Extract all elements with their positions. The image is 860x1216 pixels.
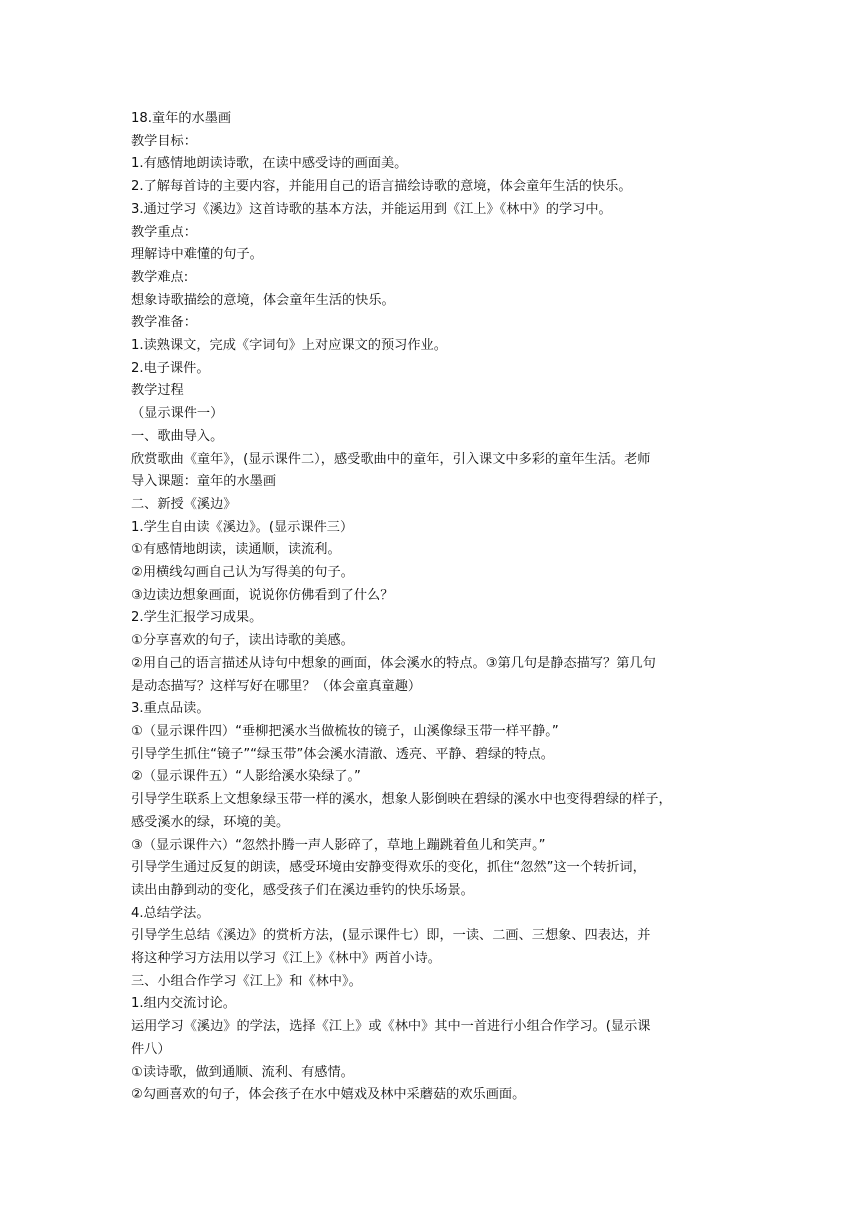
text-line: 引导学生抓住“镜子”“绿玉带”体会溪水清澈、透亮、平静、碧绿的特点。 bbox=[131, 746, 554, 762]
text-line: （显示课件一） bbox=[131, 406, 224, 422]
document-body bbox=[131, 108, 741, 1107]
text-line: 欣赏歌曲《童年》，(显示课件二），感受歌曲中的童年，引入课文中多彩的童年生活。老师 bbox=[131, 451, 651, 467]
text-line: 运用学习《溪边》的学法，选择《江上》或《林中》其中一首进行小组合作学习。(显示课 bbox=[131, 1019, 651, 1035]
text-line: 教学难点: bbox=[131, 269, 189, 285]
text-line: 1.组内交流讨论。 bbox=[131, 996, 236, 1012]
text-line: 引导学生总结《溪边》的赏析方法，(显示课件七）即，一读、二画、三想象、四表达，并 bbox=[131, 928, 651, 944]
text-line: 二、新授《溪边》 bbox=[131, 496, 237, 512]
text-line: 2.学生汇报学习成果。 bbox=[131, 610, 263, 626]
text-line: 1.有感情地朗读诗歌，在读中感受诗的画面美。 bbox=[131, 156, 408, 172]
text-line: ②（显示课件五）“人影给溪水染绿了。” bbox=[131, 769, 361, 785]
text-line: 件八） bbox=[131, 1041, 171, 1057]
text-line: ①有感情地朗读，读通顺，读流利。 bbox=[131, 542, 341, 558]
text-line: 1.读熟课文，完成《字词句》上对应课文的预习作业。 bbox=[131, 338, 447, 354]
text-line: 想象诗歌描绘的意境，体会童年生活的快乐。 bbox=[131, 292, 395, 308]
text-line: 4.总结学法。 bbox=[131, 905, 210, 921]
text-line: 是动态描写？这样写好在哪里？（体会童真童趣） bbox=[131, 678, 422, 694]
text-line: 导入课题：童年的水墨画 bbox=[131, 474, 277, 490]
text-line: 教学目标： bbox=[131, 133, 197, 149]
text-line: ①分享喜欢的句子，读出诗歌的美感。 bbox=[131, 633, 354, 649]
text-line: 引导学生通过反复的朗读，感受环境由安静变得欢乐的变化，抓住“忽然”这一个转折词， bbox=[131, 860, 646, 876]
text-line: 教学重点： bbox=[131, 224, 197, 240]
text-line: ②用自己的语言描述从诗句中想象的画面，体会溪水的特点。③第几句是静态描写？第几句 bbox=[131, 655, 656, 671]
text-line: 教学过程 bbox=[131, 383, 184, 399]
text-line: 读出由静到动的变化，感受孩子们在溪边垂钓的快乐场景。 bbox=[131, 882, 474, 898]
text-line: 教学准备： bbox=[131, 315, 197, 331]
text-line: 引导学生联系上文想象绿玉带一样的溪水，想象人影倒映在碧绿的溪水中也变得碧绿的样子， bbox=[131, 792, 672, 808]
text-line: 3.重点品读。 bbox=[131, 701, 210, 717]
document-title: 18.童年的水墨画 bbox=[131, 111, 232, 126]
text-line: ③边读边想象画面，说说你仿佛看到了什么？ bbox=[131, 587, 394, 603]
text-line: 理解诗中难懂的句子。 bbox=[131, 247, 263, 263]
text-line: ①（显示课件四）“垂柳把溪水当做梳妆的镜子，山溪像绿玉带一样平静。” bbox=[131, 723, 559, 739]
text-line: ①读诗歌，做到通顺、流利、有感情。 bbox=[131, 1064, 354, 1080]
text-line: 2.电子课件。 bbox=[131, 360, 210, 376]
text-line: 2.了解每首诗的主要内容，并能用自己的语言描绘诗歌的意境，体会童年生活的快乐。 bbox=[131, 179, 632, 195]
text-line: 三、小组合作学习《江上》和《林中》。 bbox=[131, 973, 362, 989]
text-line: 1.学生自由读《溪边》。(显示课件三） bbox=[131, 519, 354, 535]
text-line: ③（显示课件六）“忽然扑腾一声人影碎了，草地上蹦跳着鱼儿和笑声。” bbox=[131, 837, 546, 853]
text-line: 感受溪水的绿，环境的美。 bbox=[131, 814, 290, 830]
text-line: ②用横线勾画自己认为写得美的句子。 bbox=[131, 565, 354, 581]
text-line: 一、歌曲导入。 bbox=[131, 428, 224, 444]
text-line: ②勾画喜欢的句子，体会孩子在水中嬉戏及林中采蘑菇的欢乐画面。 bbox=[131, 1087, 526, 1103]
text-line: 3.通过学习《溪边》这首诗歌的基本方法，并能运用到《江上》《林中》的学习中。 bbox=[131, 201, 612, 217]
text-line: 将这种学习方法用以学习《江上》《林中》两首小诗。 bbox=[131, 951, 441, 967]
